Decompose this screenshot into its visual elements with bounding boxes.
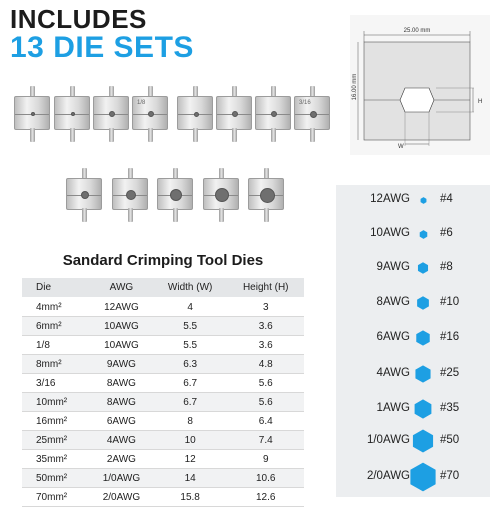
cell-height: 7.4 [227,431,304,450]
die-set-image [54,86,90,144]
table-row [22,393,304,412]
die-set-image [93,86,129,144]
awg-label: 8AWG [376,296,410,308]
hex-size-icon [414,365,432,383]
cell-height: 6.4 [227,412,304,431]
die-size-marking: 1/8 [137,100,146,106]
table-row [22,450,304,469]
cell-height: 3 [227,298,304,317]
size-chart-row [336,399,490,419]
die-set-image [255,86,291,144]
cell-die: 4mm² [22,298,90,317]
die-set-image [203,168,239,224]
hex-size-icon [408,462,438,492]
awg-label: 2/0AWG [366,470,410,482]
cell-die: 8mm² [22,355,90,374]
cell-awg: 1/0AWG [90,469,153,488]
size-chart-row [336,293,490,313]
die-dimension-drawing [350,15,490,155]
awg-label: 1AWG [376,402,410,414]
size-number-label: #35 [440,402,460,414]
cell-die: 6mm² [22,317,90,336]
cell-awg: 8AWG [90,393,153,412]
table-row [22,488,304,507]
h-marker: H [478,99,483,105]
cell-height: 9 [227,450,304,469]
die-set-image [294,86,330,144]
cell-width: 6.7 [153,374,228,393]
hex-size-icon [419,230,428,239]
table-header-row [22,278,304,298]
table-row [22,355,304,374]
die-set-image [177,86,213,144]
size-chart-row [336,224,490,244]
cell-width: 15.8 [153,488,228,507]
cell-height: 3.6 [227,336,304,355]
height-dimension-label: 16.00 mm [352,73,358,101]
awg-label: 4AWG [376,367,410,379]
cell-width: 5.5 [153,336,228,355]
size-chart-row [336,258,490,278]
cell-width: 4 [153,298,228,317]
cell-die: 50mm² [22,469,90,488]
die-set-image [248,168,284,224]
cell-width: 6.3 [153,355,228,374]
cell-die: 25mm² [22,431,90,450]
cell-width: 6.7 [153,393,228,412]
heading-die-sets: 13 DIE SETS [10,31,194,64]
width-dimension-label: 25.00 mm [403,28,431,34]
table-row [22,431,304,450]
size-number-label: #70 [440,470,460,482]
col-header-die: Die [22,278,90,298]
die-set-image [14,86,50,144]
w-marker: W [398,144,404,150]
awg-label: 9AWG [376,261,410,273]
die-set-image [157,168,193,224]
cell-awg: 2/0AWG [90,488,153,507]
awg-label: 12AWG [370,193,410,205]
cell-awg: 8AWG [90,374,153,393]
cell-awg: 6AWG [90,412,153,431]
cell-die: 3/16 [22,374,90,393]
crimping-dies-table [22,278,304,507]
cell-awg: 12AWG [90,298,153,317]
cell-awg: 9AWG [90,355,153,374]
cell-awg: 10AWG [90,336,153,355]
cell-width: 5.5 [153,317,228,336]
table-row [22,298,304,317]
size-number-label: #10 [440,296,460,308]
size-number-label: #4 [440,193,453,205]
table-row [22,374,304,393]
hex-profile [400,88,434,112]
table-row [22,336,304,355]
size-number-label: #25 [440,367,460,379]
cell-width: 8 [153,412,228,431]
size-number-label: #8 [440,261,453,273]
die-set-image [216,86,252,144]
cell-die: 16mm² [22,412,90,431]
size-number-label: #50 [440,434,460,446]
awg-label: 6AWG [376,331,410,343]
awg-label: 10AWG [370,227,410,239]
cell-height: 10.6 [227,469,304,488]
hex-size-icon [411,429,435,453]
hex-size-icon [416,296,430,310]
size-chart-row [336,431,490,451]
cell-die: 1/8 [22,336,90,355]
size-number-label: #16 [440,331,460,343]
cell-awg: 2AWG [90,450,153,469]
table-title: Sandard Crimping Tool Dies [62,252,264,269]
hex-size-icon [420,197,427,204]
size-chart-row [336,190,490,210]
cell-die: 10mm² [22,393,90,412]
hex-size-icon [415,330,431,346]
die-set-image [132,86,168,144]
die-size-marking: 3/16 [299,100,311,106]
die-set-image [66,168,102,224]
size-chart-row [336,364,490,384]
cell-height: 3.6 [227,317,304,336]
col-header-height: Height (H) [227,278,304,298]
size-number-label: #6 [440,227,453,239]
table-row [22,317,304,336]
size-chart-row [336,467,490,487]
heading-includes: INCLUDES [10,4,147,34]
cell-die: 70mm² [22,488,90,507]
awg-label: 1/0AWG [366,434,410,446]
cell-awg: 4AWG [90,431,153,450]
table-row [22,412,304,431]
size-chart-row [336,328,490,348]
table-row [22,469,304,488]
hex-size-icon [417,262,429,274]
cell-die: 35mm² [22,450,90,469]
col-header-width: Width (W) [153,278,228,298]
cell-width: 12 [153,450,228,469]
die-set-image [112,168,148,224]
cell-width: 14 [153,469,228,488]
cell-awg: 10AWG [90,317,153,336]
cell-height: 12.6 [227,488,304,507]
cell-width: 10 [153,431,228,450]
hex-size-icon [413,399,433,419]
col-header-awg: AWG [90,278,153,298]
cell-height: 5.6 [227,393,304,412]
cell-height: 4.8 [227,355,304,374]
cell-height: 5.6 [227,374,304,393]
